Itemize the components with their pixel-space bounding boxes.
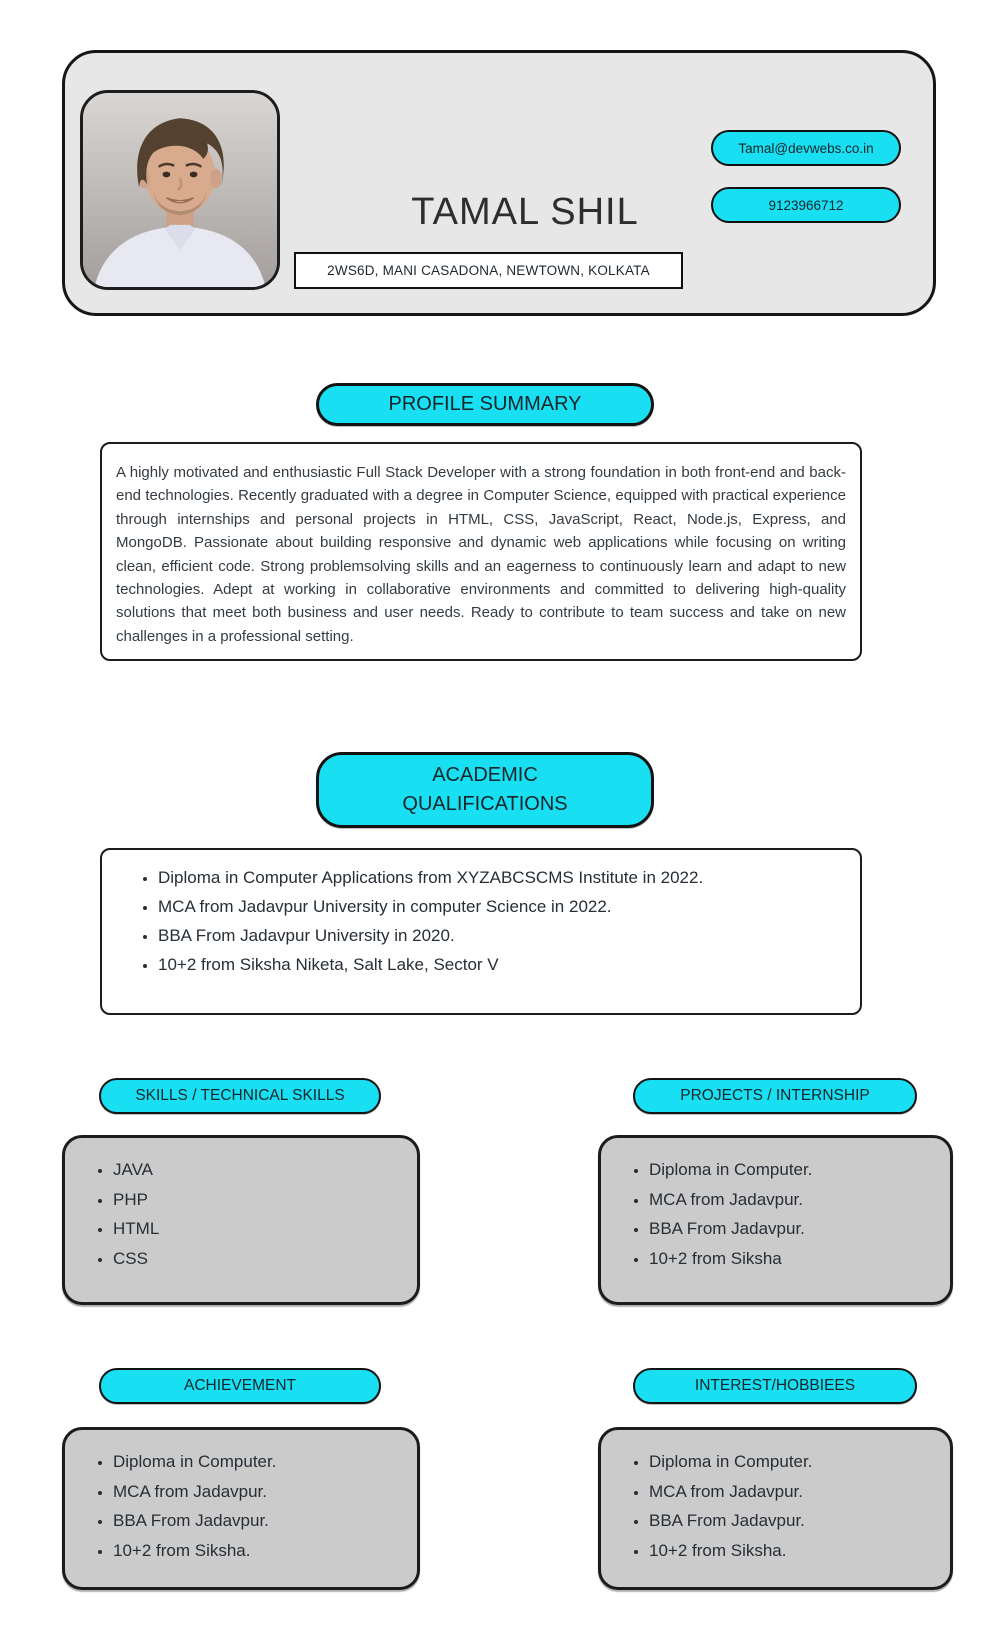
list-item: • MCA from Jadavpur University in computer Science in 2022. (158, 892, 860, 921)
section-title-academic-qualifications (316, 752, 654, 828)
list-item: • CSS (113, 1244, 417, 1274)
interests-list (601, 1447, 950, 1565)
list-item: • 10+2 from Siksha Niketa, Salt Lake, Sector V (158, 950, 860, 979)
list-item: • 10+2 from Siksha (649, 1244, 950, 1274)
list-item: • JAVA (113, 1155, 417, 1185)
list-item: • BBA From Jadavpur University in 2020. (158, 921, 860, 950)
profile-photo (80, 90, 280, 290)
list-item: • HTML (113, 1214, 417, 1244)
interests-box (598, 1427, 953, 1590)
list-item: • 10+2 from Siksha. (649, 1536, 950, 1566)
projects-list (601, 1155, 950, 1273)
academic-title-line2: QUALIFICATIONS (402, 793, 568, 815)
address-box: 2WS6D, MANI CASADONA, NEWTOWN, KOLKATA (294, 252, 683, 289)
list-item: • BBA From Jadavpur. (649, 1214, 950, 1244)
list-item: • Diploma in Computer. (113, 1447, 417, 1477)
list-item: • Diploma in Computer Applications from XYZABCSCMS Institute in 2022. (158, 863, 860, 892)
section-title-projects: PROJECTS / INTERNSHIP (633, 1078, 917, 1114)
profile-summary-box (100, 442, 862, 661)
list-item: • MCA from Jadavpur. (113, 1477, 417, 1507)
section-title-profile-summary: PROFILE SUMMARY (316, 383, 654, 426)
list-item: • Diploma in Computer. (649, 1447, 950, 1477)
skills-box (62, 1135, 420, 1305)
email-pill[interactable]: Tamal@devwebs.co.in (711, 130, 901, 166)
section-title-interests: INTEREST/HOBBIEES (633, 1368, 917, 1404)
header-card (62, 50, 936, 316)
list-item: • MCA from Jadavpur. (649, 1477, 950, 1507)
academic-qualifications-box (100, 848, 862, 1015)
list-item: • 10+2 from Siksha. (113, 1536, 417, 1566)
section-title-achievement: ACHIEVEMENT (99, 1368, 381, 1404)
list-item: • BBA From Jadavpur. (649, 1506, 950, 1536)
list-item: • MCA from Jadavpur. (649, 1185, 950, 1215)
phone-pill[interactable]: 9123966712 (711, 187, 901, 223)
list-item: • BBA From Jadavpur. (113, 1506, 417, 1536)
projects-box (598, 1135, 953, 1305)
academic-title-line1: ACADEMIC (432, 764, 538, 786)
academic-list (102, 863, 860, 979)
list-item: • PHP (113, 1185, 417, 1215)
list-item: • Diploma in Computer. (649, 1155, 950, 1185)
achievement-list (65, 1447, 417, 1565)
skills-list (65, 1155, 417, 1273)
person-name: TAMAL SHIL (411, 191, 639, 233)
profile-summary-text: A highly motivated and enthusiastic Full Stack Developer with a strong foundation in both front-end and back-end technologies. Recently graduated with a degree in Computer Science, equipped with practical experience through internships and personal projects in HTML, CSS, JavaScript, React, Node.js, Express, and MongoDB. Passionate about building responsive and dynamic web applications while focusing on writing clean, efficient code. Strong problemsolving skills and an eagerness to continuously learn and adapt to new technologies. Adept at working in collaborative environments and committed to delivering high-quality solutions that meet both business and user needs. Ready to contribute to team success and take on new challenges in a professional setting. (116, 464, 846, 645)
section-title-skills: SKILLS / TECHNICAL SKILLS (99, 1078, 381, 1114)
portrait-illustration (83, 93, 277, 287)
achievement-box (62, 1427, 420, 1590)
